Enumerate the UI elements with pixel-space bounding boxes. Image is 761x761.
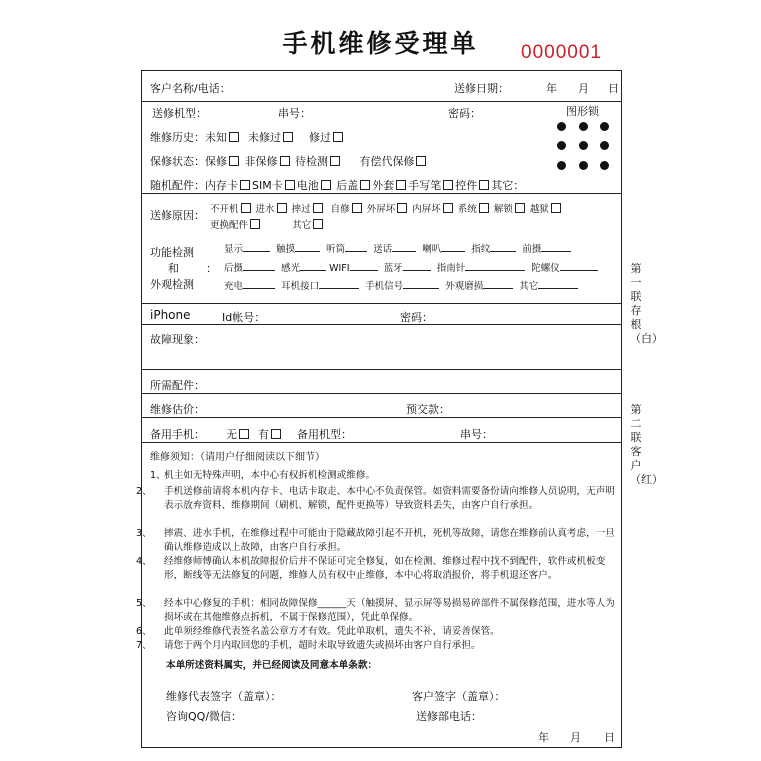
checkbox[interactable] [479,203,489,213]
check-line-1 [224,241,571,255]
history-option-never: 未修过 [248,131,281,144]
divider [142,393,621,394]
parts-label: 所需配件： [150,379,205,392]
checkbox[interactable] [352,203,362,213]
repair-history-row [150,129,345,145]
checkbox[interactable] [479,180,489,190]
check-item: 触摸 [276,244,296,255]
checkbox[interactable] [321,180,331,190]
pattern-dot [579,141,588,150]
check-item: 充电 [224,281,244,292]
checkbox[interactable] [313,219,323,229]
check-item: WIFI [329,263,350,274]
reason-option: 自修 [330,204,350,215]
serial-label: 串号： [278,107,311,120]
repair-form [136,70,622,748]
checkbox[interactable] [551,203,561,213]
accessories-row [150,177,524,193]
check-item: 送话 [373,244,393,255]
pattern-dot [579,161,588,170]
notice-item [136,555,620,582]
reason-option: 内屏坏 [412,204,441,215]
pattern-dot [557,122,566,131]
pattern-dot [600,122,609,131]
sign-year: 年 [538,731,549,744]
accessory-option: 其它： [491,179,525,192]
checkbox[interactable] [240,180,250,190]
notice-num: 5、 [136,598,152,609]
notice-text: 此单须经维修代表签名盖公章方才有效。凭此单取机，遗失不补，请妥善保管。 [164,626,500,637]
rep-signature-label: 维修代表签字（盖章）： [166,690,282,703]
check-item: 后摄 [224,263,244,274]
divider [142,193,621,194]
check-item: 耳机接口 [281,281,320,292]
warranty-option: 非保修 [244,155,278,168]
notice-item [150,469,620,483]
spare-serial-label: 串号： [460,428,493,441]
notice-text: 请您于两个月内取回您的手机，超时未取导致遗失或损坏由客户自行承担。 [164,640,481,651]
id-account-label: Id帐号： [222,311,266,324]
reason-option: 摔过 [291,204,311,215]
reason-option: 解锁 [493,204,513,215]
checkbox[interactable] [443,180,453,190]
checkbox[interactable] [277,203,287,213]
check-line-2 [224,260,598,274]
checkbox[interactable] [416,156,426,166]
sign-month: 月 [570,731,581,744]
check-label-c: 外观检测 [150,278,194,291]
customer-signature-label: 客户签字（盖章）： [412,690,506,703]
accessory-option: 后盖 [336,179,359,192]
checkbox[interactable] [397,203,407,213]
check-colon: ： [206,262,217,275]
notice-num: 7、 [136,640,152,651]
check-item: 感光 [281,263,301,274]
checkbox[interactable] [229,132,239,142]
accessory-option: 电池 [296,179,319,192]
warranty-row [150,153,428,169]
notice-text: 经维修师傅确认本机故障报价后并不保证可完全修复，如在检测、维修过程中找不到配件，软件或机板变形，断线等无法修复的问题，维修人员有权中止维修，本中心将取消报价，将手机退还客户。 [164,556,606,581]
notice-text: 机主如无特殊声明，本中心有权拆机检测或维修。 [164,470,376,481]
password-label: 密码： [448,107,481,120]
reason-option: 越狱 [529,204,549,215]
accessory-option: 外套 [372,179,395,192]
check-item: 听筒 [326,244,346,255]
customer-label: 客户名称/电话： [150,82,231,95]
check-item: 喇叭 [422,244,442,255]
repair-history-label: 维修历史： [150,131,205,144]
repair-reason-options [210,201,563,215]
pattern-dot [557,161,566,170]
divider [142,369,621,370]
warranty-option: 保修 [205,155,227,168]
checkbox[interactable] [285,180,295,190]
sign-day: 日 [604,731,615,744]
estimate-label: 维修估价： [150,403,205,416]
notice-item [136,527,620,554]
divider [142,324,621,325]
notice-item [136,639,620,653]
date-day: 日 [608,82,619,95]
copy-label-second: 第二联客户（红） [630,403,663,486]
checkbox[interactable] [241,203,251,213]
check-label-b: 和 [168,262,179,275]
checkbox[interactable] [271,429,281,439]
date-year: 年 [546,82,557,95]
notice-item [136,485,620,512]
divider [142,417,621,418]
id-password-label: 密码： [400,311,433,324]
check-item: 显示 [224,244,244,255]
check-item: 陀螺仪 [531,263,560,274]
spare-phone-row [150,426,352,442]
checkbox[interactable] [515,203,525,213]
accessory-option: 控件 [455,179,478,192]
warranty-option: 有偿代保修 [359,155,415,168]
notice-num: 2、 [136,486,152,497]
serial-number: 0000001 [521,42,602,63]
checkbox[interactable] [239,429,249,439]
notice-text: 手机送修前请将本机内存卡、电话卡取走、本中心不负责保管。如资料需要备份请向维修人员说明，无声明表示放弃资料、维修期间（刷机、解锁，配件更换等）导致资料丢失，由客户自行承担。 [164,486,615,511]
fault-label: 故障现象： [150,333,205,346]
checkbox[interactable] [330,156,340,166]
spare-phone-label: 备用手机： [150,428,205,441]
accessory-option: 内存卡 [205,179,238,192]
reason-option: 外屏坏 [366,204,396,215]
check-item: 指纹 [471,244,491,255]
reason-option: 其它 [292,220,312,231]
check-item: 其它 [519,281,539,292]
notice-item [136,625,620,639]
brand-label: iPhone [150,308,191,322]
pattern-dot [557,141,566,150]
accessories-label: 随机配件： [150,179,205,192]
history-option-repaired: 修过 [309,131,331,144]
model-label: 送修机型： [152,107,207,120]
repair-phone-label: 送修部电话： [416,710,482,723]
divider [142,442,621,443]
notice-num: 3、 [136,528,152,539]
confirm-statement: 本单所述资料属实，并已经阅读及同意本单条款： [166,660,378,671]
check-item: 手机信号 [365,281,404,292]
pattern-dot [579,122,588,131]
checkbox[interactable] [250,219,260,229]
reason-option: 更换配件 [210,220,249,231]
notice-num: 4、 [136,556,152,567]
warranty-option: 待检测 [295,155,328,168]
warranty-label: 保修状态： [150,155,205,168]
checkbox[interactable] [443,203,453,213]
checkbox[interactable] [360,180,370,190]
reason-option: 不开机 [210,204,239,215]
contact-qq-label: 咨询QQ/微信： [166,710,243,723]
checkbox[interactable] [229,156,239,166]
checkbox[interactable] [283,132,293,142]
date-month: 月 [578,82,589,95]
check-item: 指南针 [436,263,466,274]
check-line-3 [224,278,578,292]
checkbox[interactable] [280,156,290,166]
notice-num: 6、 [136,626,152,637]
checkbox[interactable] [313,203,323,213]
accessory-option: SIM卡 [252,179,283,192]
checkbox[interactable] [396,180,406,190]
form-title: 手机维修受理单 [282,29,479,58]
repair-reason-options-2 [210,217,325,231]
check-item: 外观磨损 [445,281,484,292]
check-item: 前摄 [522,244,542,255]
spare-have: 有 [257,428,269,441]
divider [142,303,621,304]
notice-heading: 维修须知：（请用户仔细阅读以下细节） [150,452,325,463]
notice-item [136,597,620,624]
pattern-lock-label: 图形锁 [566,105,599,118]
spare-model-label: 备用机型： [296,428,352,441]
reason-option: 系统 [457,204,477,215]
spare-none: 无 [225,428,237,441]
check-label-a: 功能检测 [150,246,194,259]
notice-num: 1、 [150,470,166,481]
accessory-option: 手写笔 [408,179,442,192]
repair-reason-label: 送修原因： [150,209,205,222]
divider [142,101,621,102]
deposit-label: 预交款： [406,403,450,416]
history-option-unknown: 未知 [205,131,227,144]
repair-date-label: 送修日期： [454,82,509,95]
copy-label-first: 第一联存根（白） [630,262,663,345]
check-item: 蓝牙 [383,263,403,274]
checkbox[interactable] [333,132,343,142]
notice-text: 经本中心修复的手机：相同故障保修______天（触摸屏、显示屏等易损易碎部件不属保修范围，进水等人为损坏或在其他维修点拆机，不属于保修范围），凭此单保修。 [164,598,615,623]
pattern-dot [600,141,609,150]
reason-option: 进水 [255,204,275,215]
notice-text: 摔震、进水手机，在维修过程中可能由于隐藏故障引起不开机，死机等故障，请您在维修前认真考虑，一旦确认维修造成以上故障，由客户自行承担。 [164,528,615,553]
pattern-dot [600,161,609,170]
